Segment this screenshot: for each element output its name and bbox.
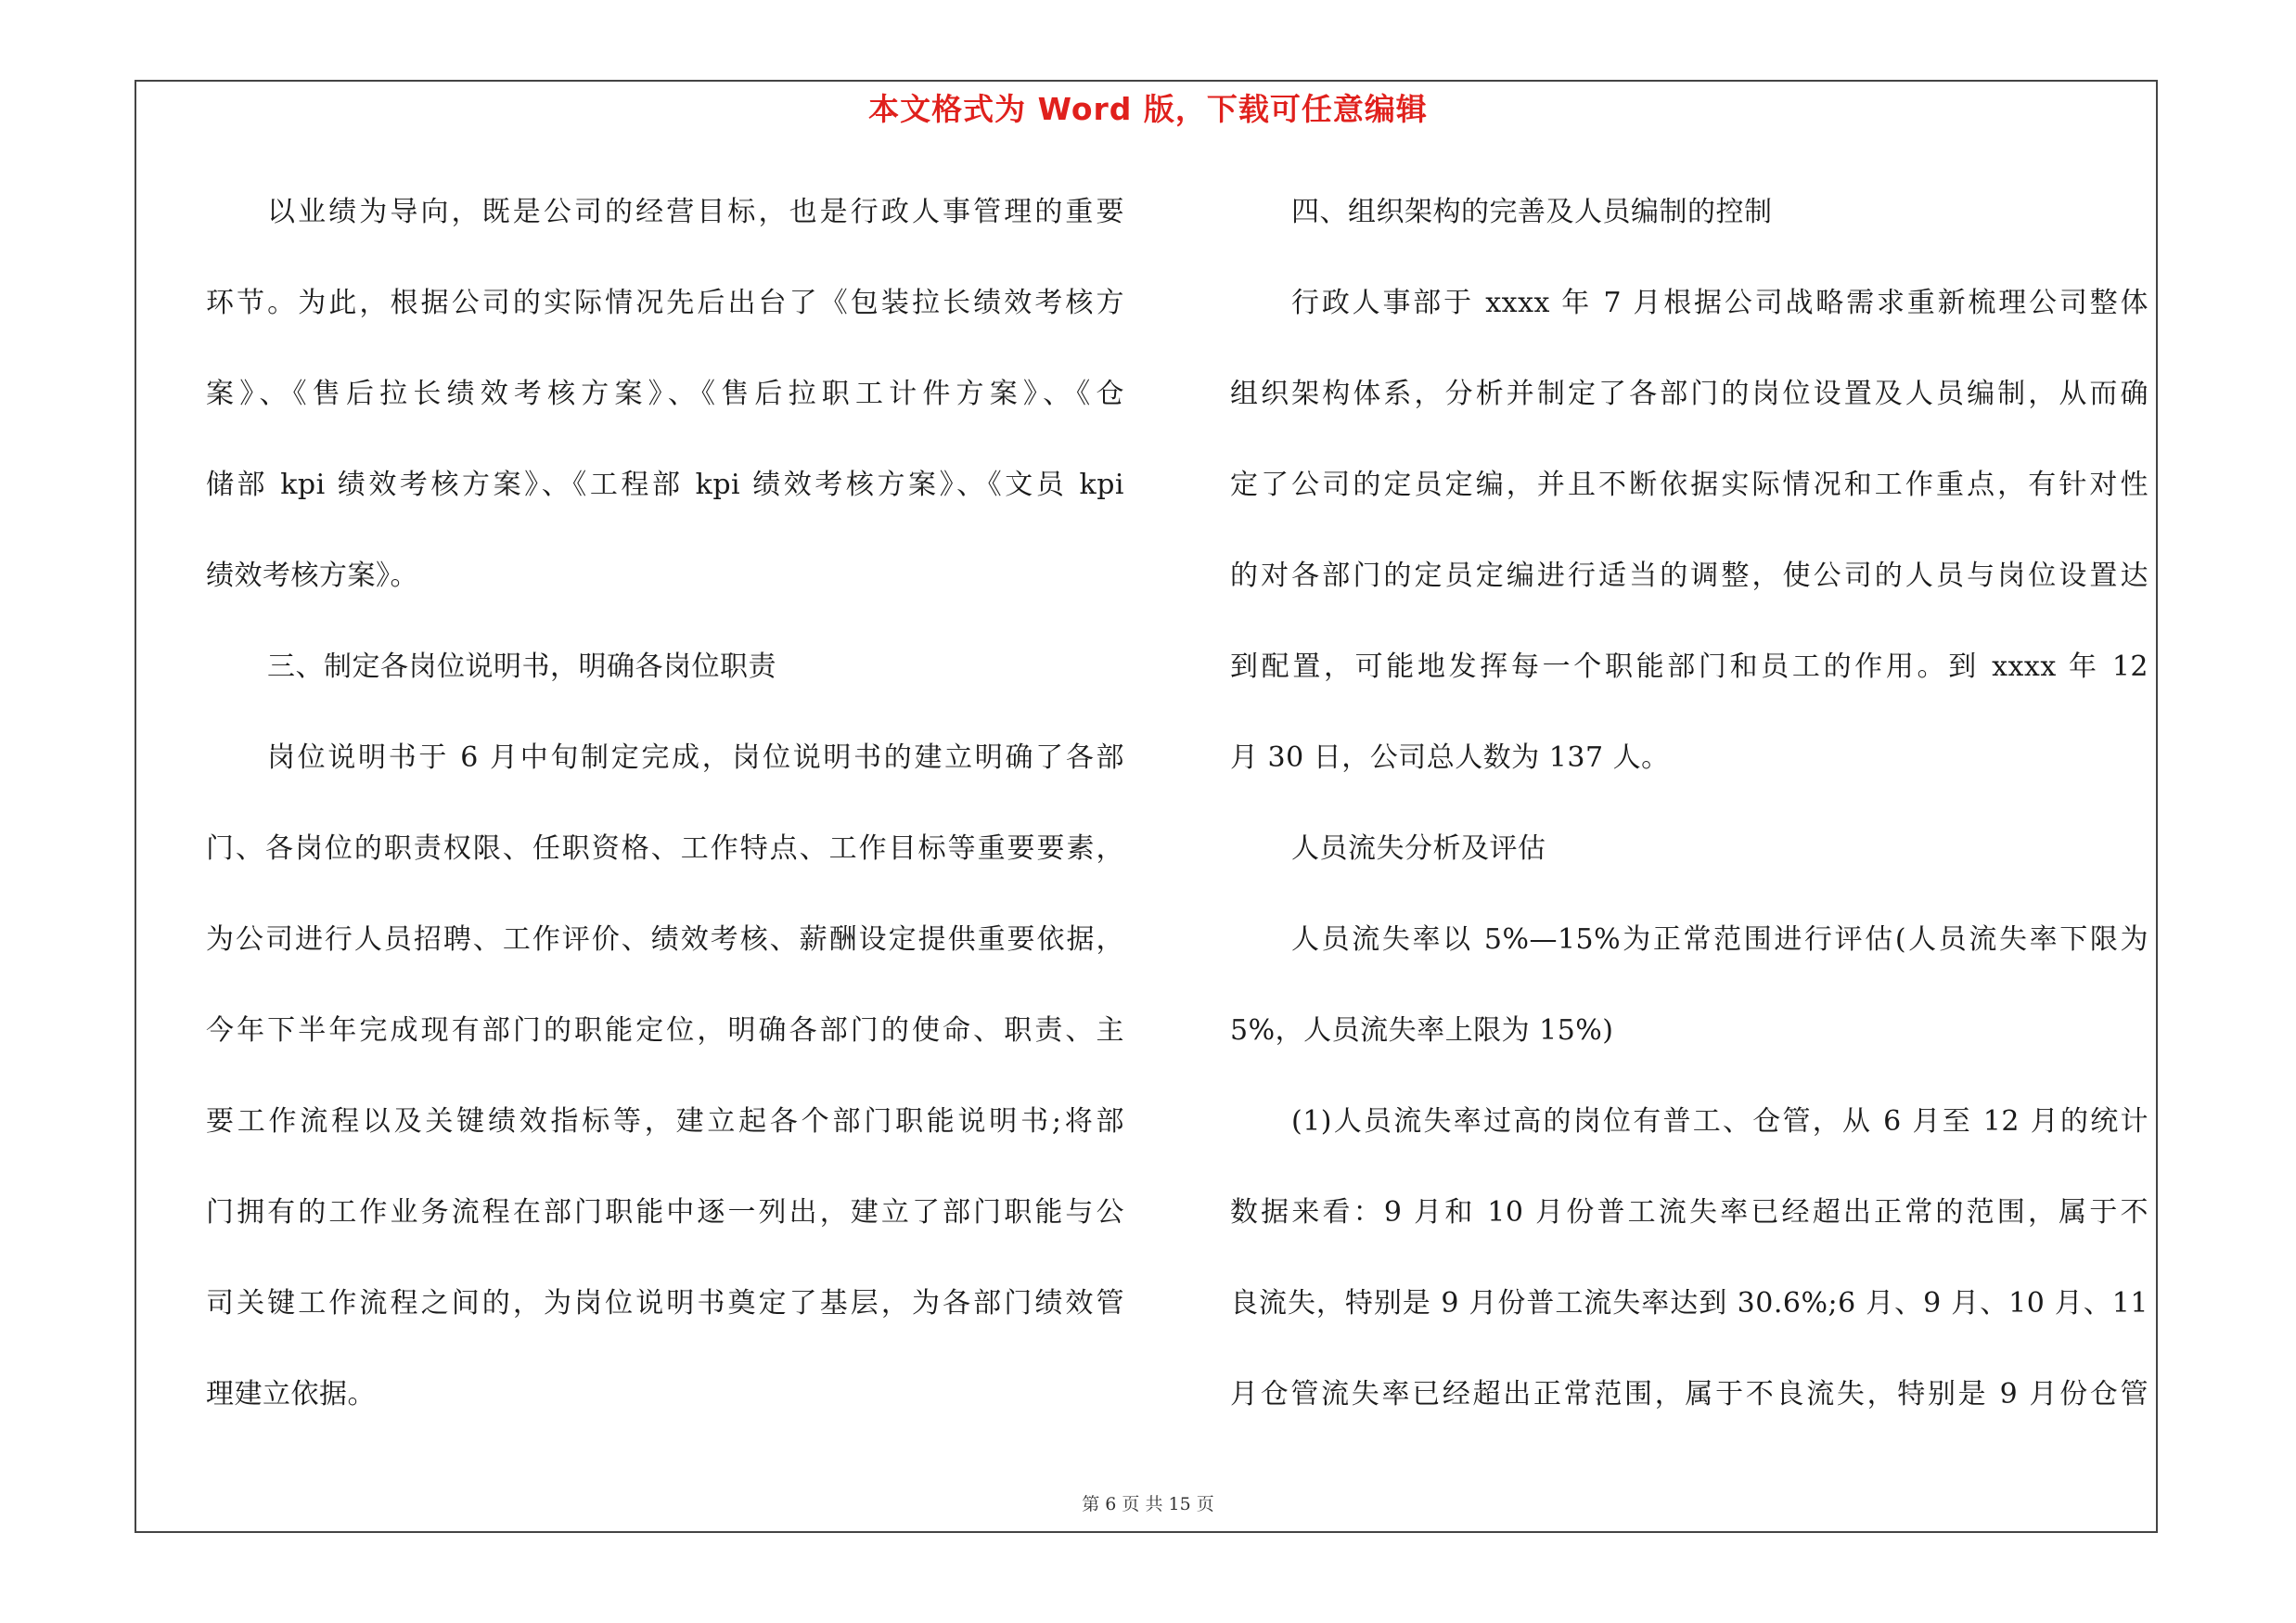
text-line: 行政人事部于 xxxx 年 7 月根据公司战略需求重新梳理公司整体 <box>1291 287 2148 319</box>
text-line: 5%，人员流失率上限为 15%) <box>1230 1014 1614 1047</box>
text-line: 理建立依据。 <box>206 1378 376 1410</box>
text-line: 的对各部门的定员定编进行适当的调整，使公司的人员与岗位设置达 <box>1230 560 2148 592</box>
text-line: 司关键工作流程之间的，为岗位说明书奠定了基层，为各部门绩效管 <box>206 1287 1124 1320</box>
text-line: 三、制定各岗位说明书，明确各岗位职责 <box>267 650 776 683</box>
text-line: 组织架构体系，分析并制定了各部门的岗位设置及人员编制，从而确 <box>1230 378 2148 410</box>
page-number-footer: 第 6 页 共 15 页 <box>1082 1494 1214 1514</box>
text-line: 为公司进行人员招聘、工作评价、绩效考核、薪酬设定提供重要依据， <box>206 923 1124 956</box>
text-line: 月 30 日，公司总人数为 137 人。 <box>1230 741 1670 774</box>
text-line: 门、各岗位的职责权限、任职资格、工作特点、工作目标等重要要素， <box>206 832 1124 865</box>
text-line: 要工作流程以及关键绩效指标等，建立起各个部门职能说明书;将部 <box>206 1105 1124 1138</box>
text-line: 数据来看：9 月和 10 月份普工流失率已经超出正常的范围，属于不 <box>1230 1196 2148 1229</box>
text-line: 岗位说明书于 6 月中旬制定完成，岗位说明书的建立明确了各部 <box>267 741 1124 774</box>
text-line: 以业绩为导向，既是公司的经营目标，也是行政人事管理的重要 <box>267 196 1124 228</box>
text-line: 人员流失分析及评估 <box>1291 832 1546 865</box>
text-line: 良流失，特别是 9 月份普工流失率达到 30.6%;6 月、9 月、10 月、11 <box>1230 1287 2148 1320</box>
text-line: 四、组织架构的完善及人员编制的控制 <box>1291 196 1773 228</box>
text-line: 环节。为此，根据公司的实际情况先后出台了《包装拉长绩效考核方 <box>206 287 1124 319</box>
text-line: 人员流失率以 5%—15%为正常范围进行评估(人员流失率下限为 <box>1291 923 2148 956</box>
text-line: 定了公司的定员定编，并且不断依据实际情况和工作重点，有针对性 <box>1230 469 2148 501</box>
text-line: 今年下半年完成现有部门的职能定位，明确各部门的使命、职责、主 <box>206 1014 1124 1047</box>
text-line: 月仓管流失率已经超出正常范围，属于不良流失，特别是 9 月份仓管 <box>1230 1378 2148 1410</box>
text-line: 储部 kpi 绩效考核方案》、《工程部 kpi 绩效考核方案》、《文员 kpi <box>206 469 1124 501</box>
text-line: (1)人员流失率过高的岗位有普工、仓管，从 6 月至 12 月的统计 <box>1291 1105 2148 1138</box>
page-banner: 本文格式为 Word 版，下载可任意编辑 <box>868 91 1428 127</box>
text-line: 门拥有的工作业务流程在部门职能中逐一列出，建立了部门职能与公 <box>206 1196 1124 1229</box>
text-line: 到配置，可能地发挥每一个职能部门和员工的作用。到 xxxx 年 12 <box>1230 650 2148 683</box>
text-line: 案》、《售后拉长绩效考核方案》、《售后拉职工计件方案》、《仓 <box>206 378 1124 410</box>
left-text-column <box>206 182 1124 1455</box>
text-line: 绩效考核方案》。 <box>206 560 418 592</box>
right-text-column <box>1230 182 2148 1455</box>
